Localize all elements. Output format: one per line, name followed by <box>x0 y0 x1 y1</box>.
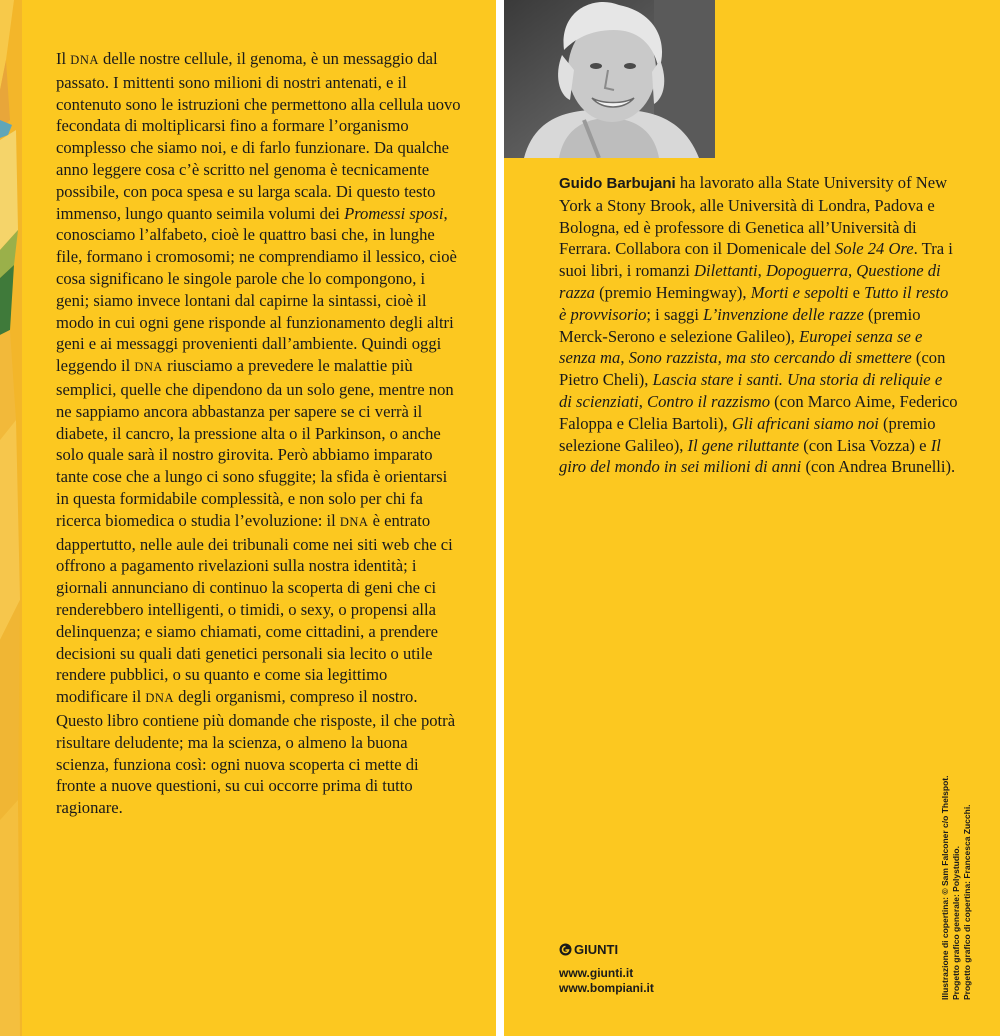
bio-title: Il giro del mondo in sei milioni di anni <box>559 435 941 477</box>
cover-credits <box>940 760 973 1000</box>
author-name: Guido Barbujani <box>559 175 676 192</box>
blurb-text: delle nostre cellule, il genoma, è un messaggio dal passato. I mittenti sono milioni di nostri antenati, e il contenuto sono le istruzioni che permettono alla cellula uovo fecondata di moltiplicarsi fino a formare l’organismo complesso che siamo noi, e di farlo funzionare. Da qualche anno leggere cosa c’è scritto nel genoma è tecnicamente possibile, con poca spesa e su larga scala. Di questo testo immenso, lungo quanto seimila volumi dei <box>56 49 461 223</box>
cover-illustration-edge <box>0 0 22 1036</box>
bio-title: Sono razzista, ma sto cercando di smettere <box>628 348 912 368</box>
dna-smallcaps: DNA <box>134 360 163 375</box>
book-title-promessi-sposi: Promessi sposi <box>344 203 444 223</box>
bio-title: Tutto il resto è provvisorio <box>559 282 949 324</box>
back-cover-right-panel <box>504 0 1000 1036</box>
blurb-text: degli organismi, compreso il nostro. Questo libro contiene più domande che risposte, il che potrà risultare deludente; ma la scienza, o almeno la buona scienza, funziona così: ogni nuova scoperta ci mette di fronte a nuove questioni, su cui occorre prima di tutto ragionare. <box>56 687 456 818</box>
bio-title: Sole 24 Ore <box>835 239 914 259</box>
bio-text: (con Marco Aime, Federico Faloppa e Clelia Bartoli), <box>559 391 958 433</box>
back-cover-blurb <box>56 48 461 819</box>
bio-text: , <box>757 261 766 281</box>
blurb-text: , conosciamo l’alfabeto, cioè le quattro basi che, in lunghe file, formano i cromosomi; ne comprendiamo il lessico, cioè cosa significano le singole parole che lo compongono, i geni; siamo invece lontani dal capirne la sintassi, cioè il modo in cui ogni gene risponde al funzionamento degli altri geni e ai messaggi provenienti dall’ambiente. Quindi oggi leggendo il <box>56 203 457 376</box>
bio-text: e <box>848 282 865 302</box>
bio-text: . Tra i suoi libri, i romanzi <box>559 239 953 281</box>
giunti-g-icon <box>559 943 572 956</box>
bio-title: Contro il razzismo <box>647 391 770 411</box>
bio-title: Lascia stare i santi. Una storia di reliquie e di scienziati <box>559 370 943 411</box>
bio-title: Europei senza se e senza ma <box>559 326 923 368</box>
bio-title: Gli africani siamo noi <box>731 413 879 433</box>
back-cover-left-panel <box>0 0 496 1036</box>
author-bio <box>559 172 959 478</box>
publisher-logo <box>559 942 618 957</box>
bio-text: (premio Hemingway), <box>594 282 751 302</box>
bio-text: (con Lisa Vozza) e <box>799 435 931 455</box>
bio-title: Questione di razza <box>559 261 941 302</box>
bio-text: , <box>848 261 857 281</box>
publisher-logo-text: GIUNTI <box>574 942 619 957</box>
bio-text: ha lavorato alla State University of New York a Stony Brook, alle Università di Londra, Padova e Bologna, ed è professore di Genetica all’Università di Ferrara. Collabora con il Domenicale del <box>559 173 948 259</box>
blurb-text: è entrato dappertutto, nelle aule dei tribunali come nei siti web che ci offrono a pagamento rivelazioni sulla nostra identità; i giornali annunciano di continuo la scoperta di geni che ci renderebbero intelligenti, o timidi, o sexy, o propensi alla delinquenza; e siamo chiamati, come cittadini, a prendere decisioni su quali dati genetici personali sia lecito o utile rendere pubblici, o su quanto e come sia legittimo modificare il <box>56 510 453 707</box>
bio-title: Dilettanti <box>694 261 758 281</box>
bio-text: , <box>638 391 648 411</box>
bio-text: , <box>620 348 629 368</box>
author-photo <box>504 0 715 158</box>
credit-cover-design: Progetto grafico di copertina: Francesca Zucchi. <box>962 804 972 1000</box>
bio-title: Dopoguerra <box>765 261 848 281</box>
dna-smallcaps: DNA <box>339 514 369 529</box>
blurb-text: Il <box>56 49 71 68</box>
bio-text: ; i saggi <box>646 304 704 324</box>
blurb-paragraph <box>56 48 461 819</box>
dna-smallcaps: DNA <box>70 53 99 67</box>
credit-graphic-design: Progetto grafico generale: Polystudio. <box>951 846 961 1000</box>
bio-title: L’invenzione delle razze <box>703 304 864 324</box>
bio-text: (con Andrea Brunelli). <box>801 457 956 477</box>
bio-text: (con Pietro Cheli), <box>559 348 946 390</box>
dna-smallcaps: DNA <box>145 691 174 706</box>
publisher-url-giunti[interactable]: www.giunti.it <box>559 966 634 980</box>
bio-title: Morti e sepolti <box>750 282 849 302</box>
blurb-text: riusciamo a prevedere le malattie più semplici, quelle che dipendono da un solo gene, mentre non ne sappiamo ancora abbastanza per sapere se ci verrà il diabete, il cancro, la pressione alta o il Parkinson, o anche solo quale sarà il nostro girovita. Però abbiamo imparato tante cose che a lungo ci sono sfuggite; la sfida è orientarsi in questa formidabile complessità, e non solo per chi fa ricerca biomedica o studia l’evoluzione: il <box>56 356 454 530</box>
bio-text: (premio Merck-Serono e selezione Galileo), <box>559 304 921 346</box>
bio-text: (premio selezione Galileo), <box>559 413 936 455</box>
bio-title: Il gene riluttante <box>687 435 800 455</box>
credit-illustration: Illustrazione di copertina: © Sam Falconer c/o Thelspot. <box>940 775 950 1000</box>
publisher-url-bompiani[interactable]: www.bompiani.it <box>559 981 654 995</box>
publisher-urls <box>559 966 654 996</box>
